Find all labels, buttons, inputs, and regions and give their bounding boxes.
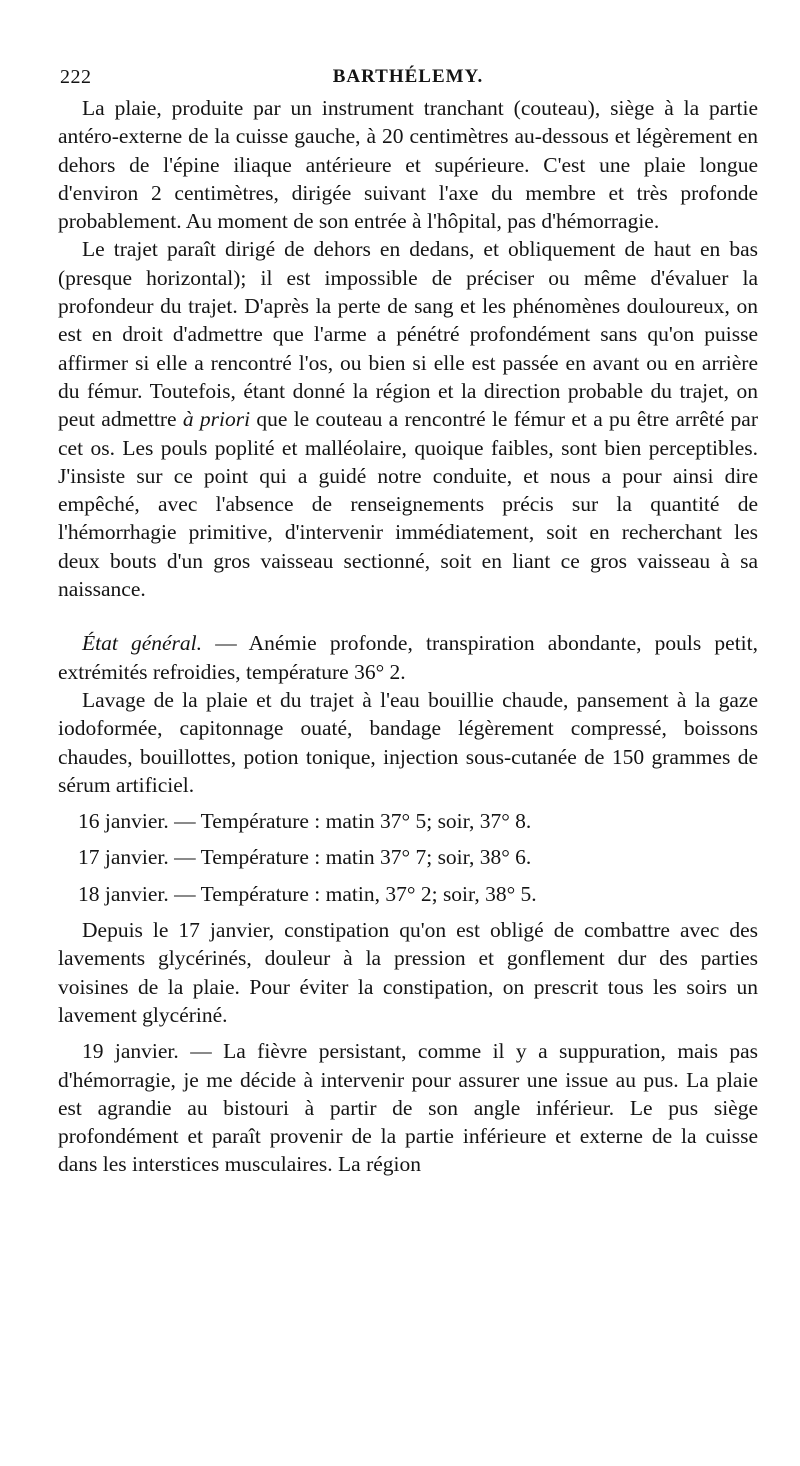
page-number: 222 [60,66,92,88]
paragraph-constipation: Depuis le 17 janvier, constipation qu'on est obligé de combattre avec des lavements glycérinés, douleur à la pression et gonflement dur des parties voisines de la plaie. Pour éviter la constipation, on prescrit tous les soirs un lavement glycériné. [58,918,758,1027]
paragraph-treatment: Lavage de la plaie et du trajet à l'eau bouillie chaude, pansement à la gaze iodoformée, capitonnage ouaté, bandage légèrement compressé, boissons chaudes, bouillottes, potion tonique, injection sous-cutanée de 150 grammes de sérum artificiel. [58,687,758,797]
paragraph-general-state [58,629,758,686]
italic-phrase: à priori [182,407,251,432]
page-header [58,60,758,94]
entry-jan-18: 18 janvier. — Température : matin, 37° 2; soir, 38° 5. [78,881,537,906]
paragraph-wound-description: La plaie, produite par un instrument tranchant (couteau), siège à la partie antéro-externe de la cuisse gauche, à 20 centimètres au-dessous et légèrement en dehors de l'épine iliaque antérieure et supérieure. C'est une plaie longue d'environ 2 centimètres, dirigée suivant l'axe du membre et très profonde probablement. Au moment de son entrée à l'hôpital, pas d'hémorragie. [58,96,758,234]
running-title: BARTHÉLEMY. [332,66,484,87]
body-text [58,94,758,1179]
text-segment: que le couteau a rencontré le fémur et a pu être arrêté par cet os. Les pouls poplité et malléolaire, quoique faibles, sont bien perceptibles. J'insiste sur ce point qui a guidé notre conduite, et nous a pour ainsi dire empêché, avec l'absence de renseignements précis sur la quantité de l'hémorrhagie primitive, d'intervenir immédiatement, soit en recherchant les deux bouts d'un gros vaisseau sectionné, soit en liant ce gros vaisseau à sa naissance. [58,407,759,602]
section-lead: État général. [82,631,203,656]
entry-jan-17: 17 janvier. — Température : matin 37° 7; soir, 38° 6. [78,845,532,870]
document-page [58,60,758,1440]
paragraph-wound-trajectory [58,235,758,603]
entry-jan-16: 16 janvier. — Température : matin 37° 5; soir, 37° 8. [78,809,532,834]
text-segment: — Anémie profonde, transpiration abondante, pouls petit, extrémités refroidies, température 36° 2. [58,631,758,684]
paragraph-jan-19: 19 janvier. — La fièvre persistant, comme il y a suppuration, mais pas d'hémorragie, je me décide à intervenir pour assurer une issue au pus. La plaie est agrandie au bistouri à partir de son angle inférieur. Le pus siège profondément et paraît provenir de la partie inférieure et externe de la cuisse dans les interstices musculaires. La région [58,1039,758,1177]
text-segment: Le trajet paraît dirigé de dehors en dedans, et obliquement de haut en bas (presque horizontal); il est impossible de préciser ou même d'évaluer la profondeur du trajet. D'après la perte de sang et les phénomènes douloureux, on est en droit d'admettre que l'arme a pénétré profondément sans qu'on puisse affirmer si elle a rencontré l'os, ou bien si elle est passée en avant ou en arrière du fémur. Toutefois, étant donné la région et la direction probable du trajet, on peut admettre [58,237,758,432]
